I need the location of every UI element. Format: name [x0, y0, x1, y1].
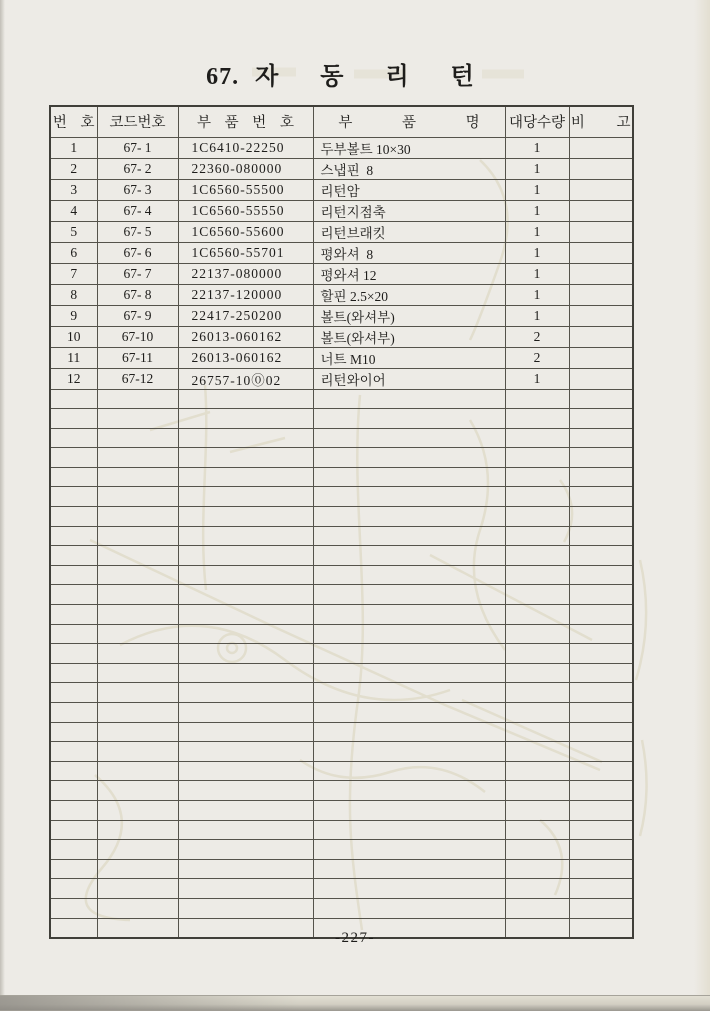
empty-cell [50, 761, 97, 781]
cell-no: 10 [50, 326, 97, 347]
empty-cell [97, 898, 178, 918]
empty-row [50, 428, 633, 448]
empty-row [50, 742, 633, 762]
cell-no: 7 [50, 263, 97, 284]
empty-row [50, 683, 633, 703]
table-row [50, 158, 633, 179]
table-row [50, 242, 633, 263]
cell-part-name: 볼트(와셔부) [313, 326, 505, 347]
empty-cell [50, 585, 97, 605]
empty-cell [505, 409, 569, 429]
empty-cell [569, 448, 633, 468]
empty-cell [97, 742, 178, 762]
empty-cell [505, 507, 569, 527]
empty-row [50, 409, 633, 429]
empty-cell [178, 389, 313, 409]
cell-remark [569, 221, 633, 242]
cell-part-no: 22137-080000 [178, 263, 313, 284]
cell-remark [569, 179, 633, 200]
empty-row [50, 526, 633, 546]
empty-cell [313, 820, 505, 840]
empty-cell [569, 546, 633, 566]
empty-cell [178, 605, 313, 625]
empty-cell [178, 859, 313, 879]
empty-row [50, 644, 633, 664]
empty-row [50, 722, 633, 742]
column-header-no: 번 호 [50, 106, 97, 137]
empty-cell [50, 624, 97, 644]
empty-row [50, 448, 633, 468]
empty-cell [178, 546, 313, 566]
empty-cell [178, 820, 313, 840]
cell-qty: 2 [505, 347, 569, 368]
table-row [50, 221, 633, 242]
empty-cell [505, 546, 569, 566]
cell-part-name: 평와셔 12 [313, 263, 505, 284]
cell-no: 6 [50, 242, 97, 263]
empty-cell [313, 605, 505, 625]
empty-cell [50, 722, 97, 742]
cell-part-name: 스냅핀 8 [313, 158, 505, 179]
cell-no: 4 [50, 200, 97, 221]
cell-no: 5 [50, 221, 97, 242]
cell-remark [569, 368, 633, 389]
cell-no: 1 [50, 137, 97, 158]
cell-no: 9 [50, 305, 97, 326]
empty-cell [313, 507, 505, 527]
empty-cell [505, 467, 569, 487]
empty-cell [97, 800, 178, 820]
empty-cell [313, 428, 505, 448]
empty-cell [569, 663, 633, 683]
empty-cell [313, 742, 505, 762]
cell-qty: 1 [505, 305, 569, 326]
table-row [50, 200, 633, 221]
empty-cell [313, 781, 505, 801]
empty-cell [178, 898, 313, 918]
cell-code: 67- 6 [97, 242, 178, 263]
cell-qty: 1 [505, 221, 569, 242]
scan-bottom-left-shadow [0, 996, 300, 1010]
empty-cell [50, 409, 97, 429]
empty-cell [50, 663, 97, 683]
empty-cell [178, 683, 313, 703]
empty-row [50, 565, 633, 585]
empty-cell [50, 526, 97, 546]
empty-cell [50, 683, 97, 703]
empty-cell [97, 546, 178, 566]
empty-cell [97, 585, 178, 605]
empty-cell [178, 585, 313, 605]
empty-cell [97, 644, 178, 664]
empty-cell [313, 585, 505, 605]
cell-qty: 1 [505, 200, 569, 221]
empty-cell [97, 448, 178, 468]
table-body [50, 137, 633, 938]
empty-cell [505, 761, 569, 781]
empty-cell [97, 703, 178, 723]
empty-row [50, 879, 633, 899]
empty-row [50, 624, 633, 644]
cell-remark [569, 137, 633, 158]
empty-cell [97, 781, 178, 801]
empty-cell [313, 565, 505, 585]
cell-qty: 2 [505, 326, 569, 347]
cell-no: 2 [50, 158, 97, 179]
empty-cell [505, 703, 569, 723]
cell-qty: 1 [505, 179, 569, 200]
cell-qty: 1 [505, 137, 569, 158]
empty-row [50, 820, 633, 840]
section-title-text: 자 동 리 턴 [255, 64, 475, 90]
empty-cell [313, 663, 505, 683]
empty-cell [178, 742, 313, 762]
empty-cell [569, 722, 633, 742]
empty-cell [97, 467, 178, 487]
empty-row [50, 859, 633, 879]
cell-part-no: 26757-10⓪02 [178, 368, 313, 389]
empty-cell [569, 526, 633, 546]
cell-qty: 1 [505, 263, 569, 284]
table-row [50, 137, 633, 158]
empty-cell [50, 644, 97, 664]
empty-cell [505, 859, 569, 879]
empty-cell [569, 683, 633, 703]
empty-cell [97, 683, 178, 703]
cell-part-no: 26013-060162 [178, 347, 313, 368]
cell-remark [569, 242, 633, 263]
empty-cell [50, 487, 97, 507]
empty-row [50, 467, 633, 487]
empty-cell [50, 800, 97, 820]
cell-remark [569, 263, 633, 284]
empty-cell [178, 467, 313, 487]
empty-row [50, 781, 633, 801]
empty-cell [178, 526, 313, 546]
empty-row [50, 487, 633, 507]
cell-part-name: 리턴와이어 [313, 368, 505, 389]
column-header-part-name: 부 품 명 [313, 106, 505, 137]
table-row [50, 347, 633, 368]
empty-row [50, 389, 633, 409]
empty-cell [569, 409, 633, 429]
empty-cell [313, 467, 505, 487]
cell-part-name: 리턴암 [313, 179, 505, 200]
empty-cell [313, 389, 505, 409]
empty-row [50, 703, 633, 723]
empty-cell [97, 663, 178, 683]
empty-row [50, 585, 633, 605]
empty-cell [505, 898, 569, 918]
cell-part-no: 1C6560-55701 [178, 242, 313, 263]
empty-cell [505, 389, 569, 409]
empty-cell [50, 448, 97, 468]
empty-cell [97, 879, 178, 899]
cell-code: 67- 1 [97, 137, 178, 158]
cell-qty: 1 [505, 368, 569, 389]
page-title [206, 64, 475, 90]
cell-code: 67-10 [97, 326, 178, 347]
empty-cell [505, 448, 569, 468]
empty-cell [313, 644, 505, 664]
empty-cell [97, 526, 178, 546]
empty-cell [50, 840, 97, 860]
empty-cell [313, 761, 505, 781]
empty-cell [569, 800, 633, 820]
empty-cell [505, 624, 569, 644]
cell-code: 67-11 [97, 347, 178, 368]
empty-row [50, 800, 633, 820]
empty-row [50, 507, 633, 527]
empty-cell [97, 840, 178, 860]
empty-cell [569, 624, 633, 644]
empty-cell [50, 703, 97, 723]
empty-cell [569, 703, 633, 723]
cell-part-no: 1C6560-55550 [178, 200, 313, 221]
empty-cell [178, 703, 313, 723]
cell-remark [569, 158, 633, 179]
empty-cell [50, 389, 97, 409]
empty-cell [97, 409, 178, 429]
empty-cell [313, 683, 505, 703]
empty-cell [569, 428, 633, 448]
empty-cell [313, 448, 505, 468]
empty-cell [50, 781, 97, 801]
cell-remark [569, 326, 633, 347]
cell-part-no: 22137-120000 [178, 284, 313, 305]
empty-cell [569, 487, 633, 507]
cell-code: 67- 4 [97, 200, 178, 221]
empty-cell [569, 781, 633, 801]
cell-qty: 1 [505, 158, 569, 179]
empty-cell [505, 605, 569, 625]
empty-cell [50, 879, 97, 899]
cell-part-name: 볼트(와셔부) [313, 305, 505, 326]
empty-cell [97, 487, 178, 507]
empty-cell [178, 507, 313, 527]
cell-part-no: 22417-250200 [178, 305, 313, 326]
empty-cell [97, 389, 178, 409]
empty-cell [569, 644, 633, 664]
empty-row [50, 605, 633, 625]
empty-cell [313, 800, 505, 820]
header-row [50, 106, 633, 137]
cell-part-name: 리턴브래킷 [313, 221, 505, 242]
empty-cell [505, 781, 569, 801]
empty-cell [178, 644, 313, 664]
cell-part-name: 평와셔 8 [313, 242, 505, 263]
table-row [50, 284, 633, 305]
empty-cell [97, 761, 178, 781]
empty-cell [97, 722, 178, 742]
empty-cell [50, 859, 97, 879]
parts-table [49, 105, 634, 939]
empty-cell [505, 644, 569, 664]
table-row [50, 368, 633, 389]
cell-part-name: 할핀 2.5×20 [313, 284, 505, 305]
empty-cell [50, 428, 97, 448]
empty-cell [313, 879, 505, 899]
empty-cell [569, 389, 633, 409]
empty-cell [50, 507, 97, 527]
cell-qty: 1 [505, 242, 569, 263]
empty-cell [505, 742, 569, 762]
empty-cell [97, 605, 178, 625]
column-header-qty: 대당수량 [505, 106, 569, 137]
empty-cell [313, 840, 505, 860]
empty-cell [313, 546, 505, 566]
empty-cell [505, 487, 569, 507]
empty-cell [505, 800, 569, 820]
empty-cell [505, 526, 569, 546]
cell-part-no: 22360-080000 [178, 158, 313, 179]
empty-cell [50, 820, 97, 840]
empty-cell [97, 859, 178, 879]
cell-part-no: 1C6560-55500 [178, 179, 313, 200]
empty-cell [178, 663, 313, 683]
empty-cell [313, 526, 505, 546]
empty-cell [178, 840, 313, 860]
empty-cell [569, 761, 633, 781]
empty-cell [505, 683, 569, 703]
cell-code: 67- 7 [97, 263, 178, 284]
column-header-part-no: 부 품 번 호 [178, 106, 313, 137]
cell-remark [569, 347, 633, 368]
empty-cell [50, 605, 97, 625]
cell-part-name: 두부볼트 10×30 [313, 137, 505, 158]
cell-part-no: 1C6410-22250 [178, 137, 313, 158]
empty-cell [569, 605, 633, 625]
empty-cell [505, 820, 569, 840]
cell-code: 67-12 [97, 368, 178, 389]
empty-cell [505, 585, 569, 605]
cell-code: 67- 5 [97, 221, 178, 242]
empty-cell [50, 742, 97, 762]
empty-cell [313, 703, 505, 723]
empty-cell [178, 624, 313, 644]
empty-row [50, 761, 633, 781]
cell-part-name: 리턴지점축 [313, 200, 505, 221]
cell-remark [569, 200, 633, 221]
column-header-code: 코드번호 [97, 106, 178, 137]
empty-cell [505, 565, 569, 585]
empty-cell [313, 487, 505, 507]
empty-cell [178, 487, 313, 507]
empty-cell [569, 565, 633, 585]
table-row [50, 305, 633, 326]
cell-no: 3 [50, 179, 97, 200]
empty-cell [50, 467, 97, 487]
empty-cell [97, 507, 178, 527]
scan-right-edge-shadow [694, 0, 710, 1010]
cell-code: 67- 2 [97, 158, 178, 179]
empty-row [50, 840, 633, 860]
empty-cell [569, 820, 633, 840]
empty-row [50, 546, 633, 566]
empty-cell [569, 507, 633, 527]
page-number: -227- [335, 930, 375, 946]
empty-cell [97, 565, 178, 585]
empty-cell [569, 840, 633, 860]
cell-no: 11 [50, 347, 97, 368]
empty-cell [178, 879, 313, 899]
cell-remark [569, 284, 633, 305]
empty-cell [505, 428, 569, 448]
empty-cell [569, 467, 633, 487]
empty-cell [178, 428, 313, 448]
empty-cell [505, 663, 569, 683]
cell-qty: 1 [505, 284, 569, 305]
empty-cell [178, 761, 313, 781]
empty-cell [505, 722, 569, 742]
table-row [50, 326, 633, 347]
empty-cell [97, 624, 178, 644]
table-row [50, 179, 633, 200]
empty-cell [569, 879, 633, 899]
empty-cell [178, 448, 313, 468]
empty-cell [569, 742, 633, 762]
empty-cell [50, 565, 97, 585]
empty-cell [50, 546, 97, 566]
cell-no: 8 [50, 284, 97, 305]
empty-cell [569, 859, 633, 879]
empty-cell [313, 859, 505, 879]
table-row [50, 263, 633, 284]
section-number: 67. [206, 64, 240, 90]
cell-code: 67- 9 [97, 305, 178, 326]
empty-cell [97, 428, 178, 448]
cell-part-name: 너트 M10 [313, 347, 505, 368]
empty-cell [50, 898, 97, 918]
empty-cell [178, 722, 313, 742]
cell-part-no: 26013-060162 [178, 326, 313, 347]
empty-cell [505, 879, 569, 899]
empty-row [50, 898, 633, 918]
empty-cell [569, 585, 633, 605]
empty-cell [178, 800, 313, 820]
empty-cell [313, 409, 505, 429]
empty-cell [178, 565, 313, 585]
cell-no: 12 [50, 368, 97, 389]
empty-cell [505, 840, 569, 860]
empty-cell [178, 409, 313, 429]
cell-remark [569, 305, 633, 326]
empty-cell [313, 624, 505, 644]
cell-code: 67- 8 [97, 284, 178, 305]
empty-cell [97, 820, 178, 840]
empty-cell [178, 781, 313, 801]
column-header-remarks: 비 고 [569, 106, 633, 137]
scan-left-edge-shadow [0, 0, 5, 1010]
empty-cell [313, 722, 505, 742]
empty-cell [313, 898, 505, 918]
cell-code: 67- 3 [97, 179, 178, 200]
cell-part-no: 1C6560-55600 [178, 221, 313, 242]
empty-cell [569, 898, 633, 918]
empty-row [50, 663, 633, 683]
